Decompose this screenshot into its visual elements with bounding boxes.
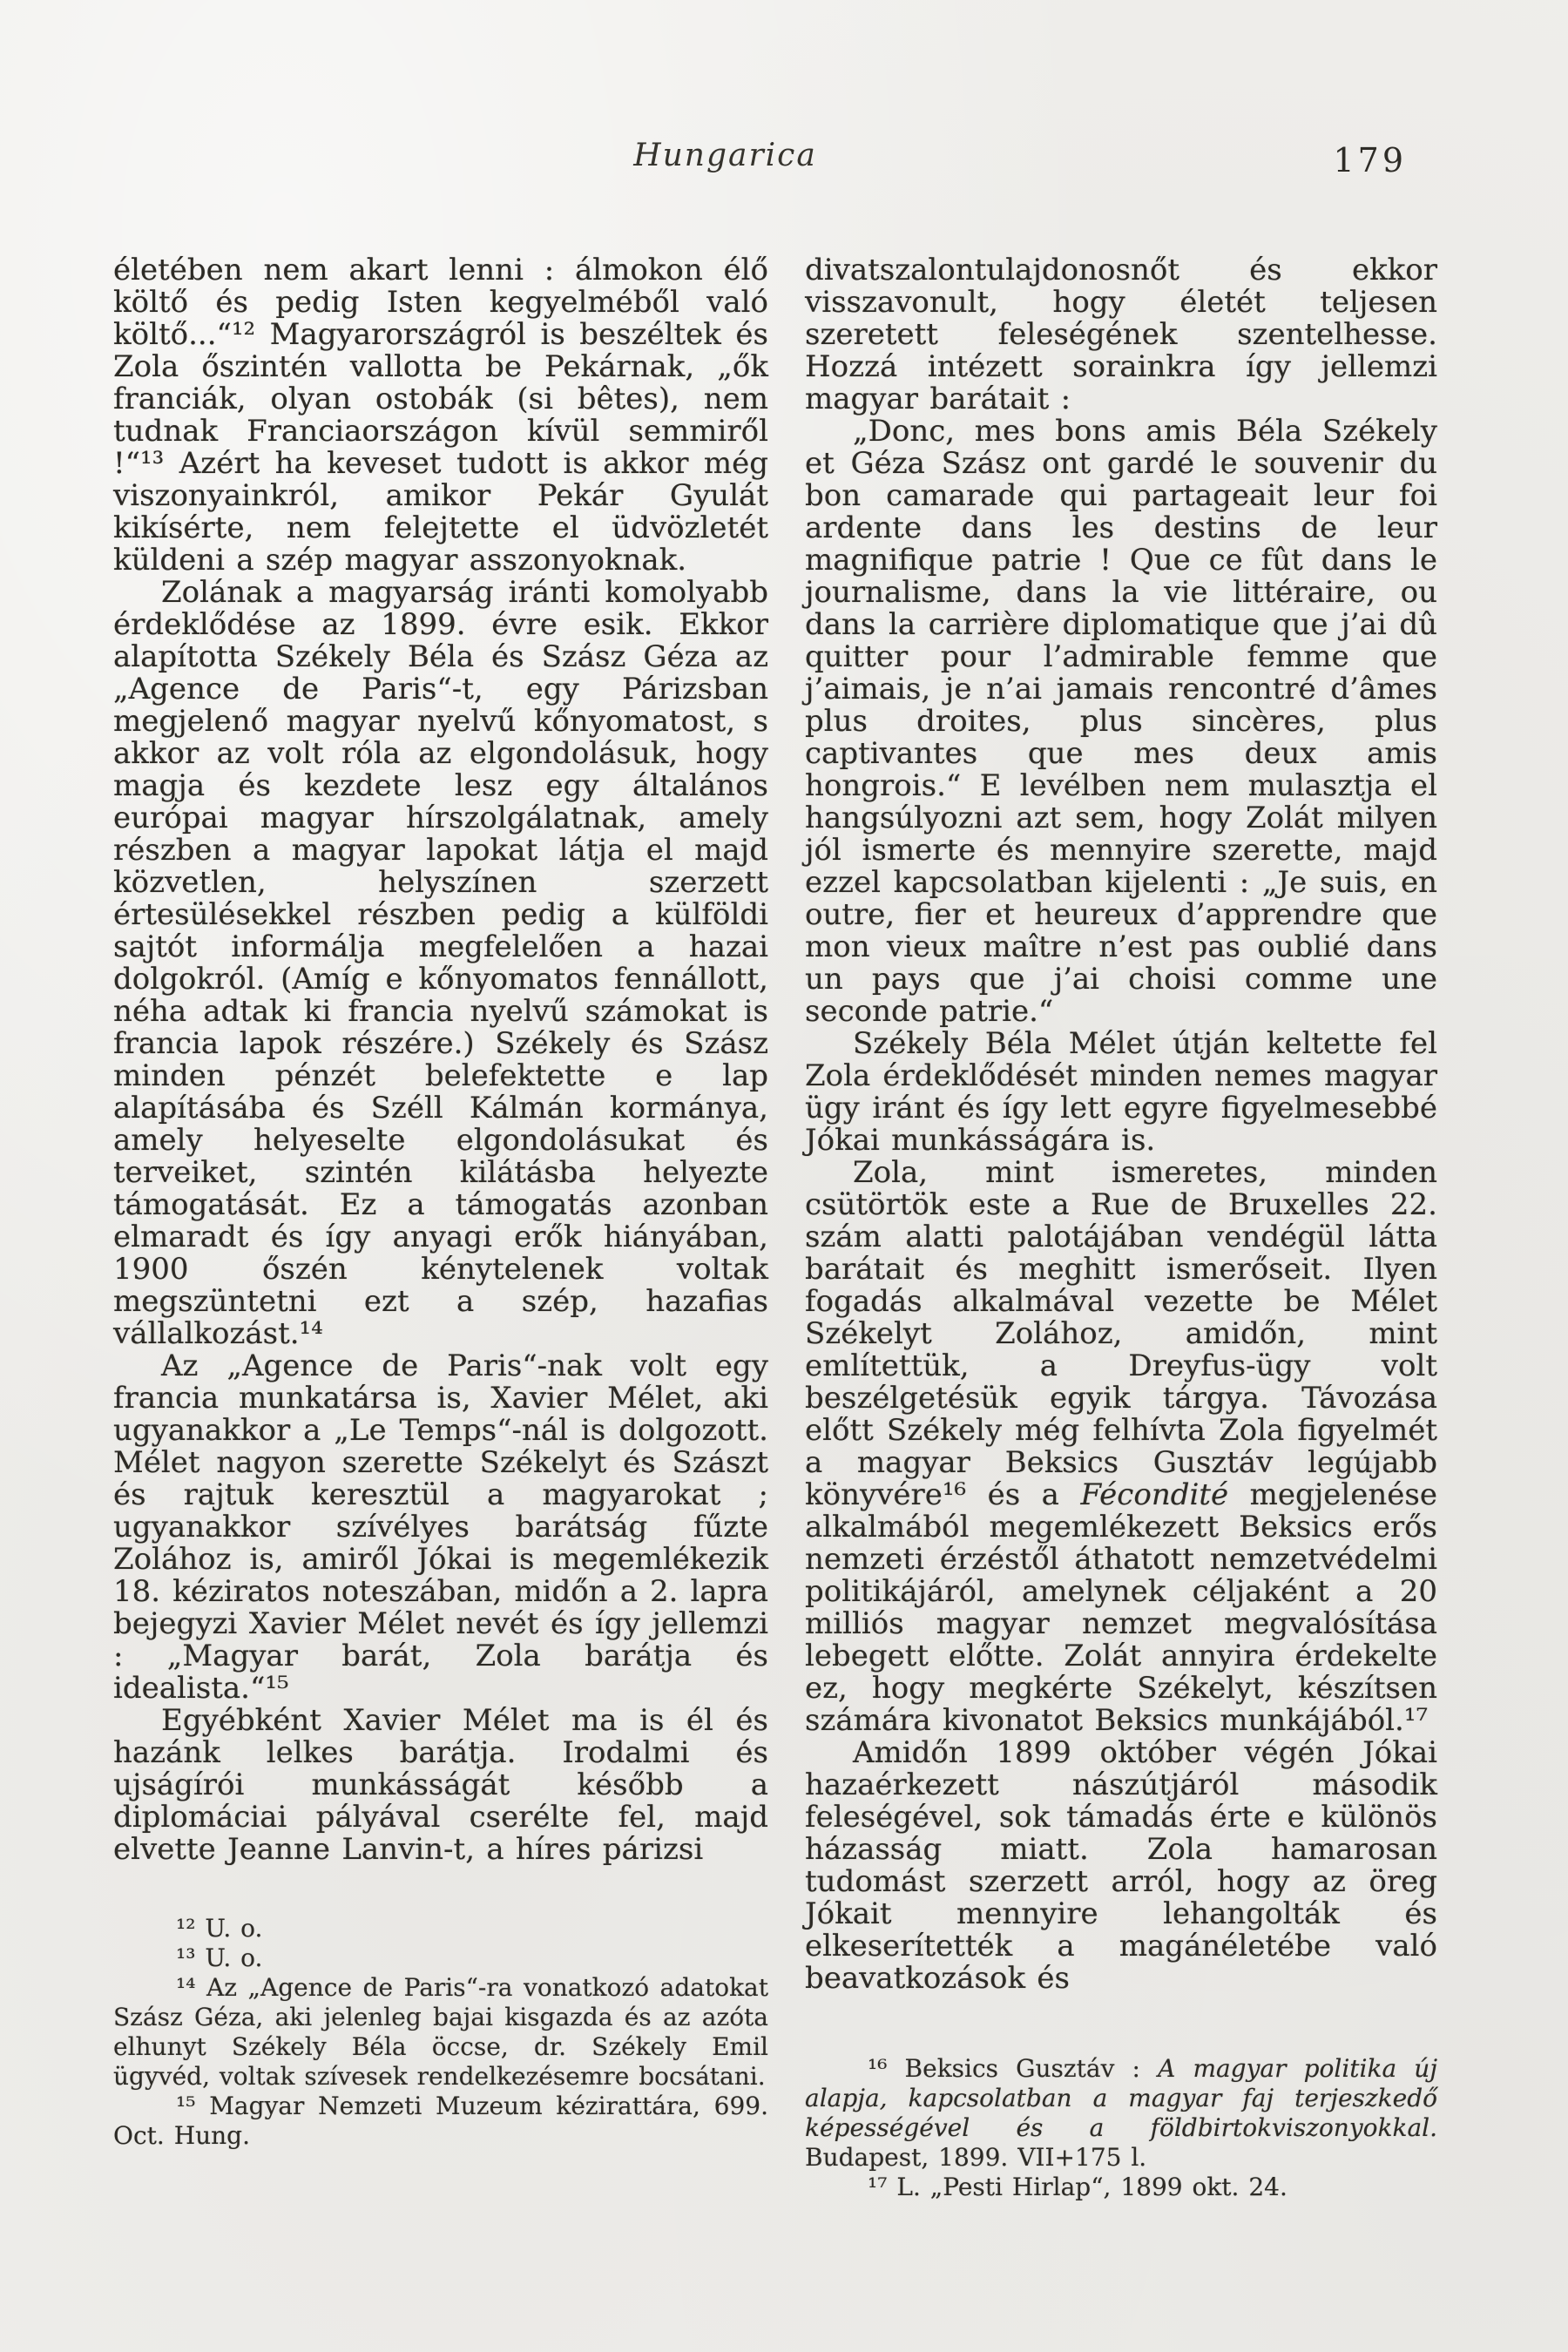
paragraph — [113, 577, 768, 1350]
text-run: Zola, mint ismeretes, minden csütörtök este a Rue de Bruxelles 22. szám alatti palotájában vendégül látta barátait és meghitt ismerőseit. Ilyen fogadás alkalmával vezette be Mélet Székelyt Zolához, amidőn, mint említettük, a Dreyfus-ügy volt beszélgetésük egyik tárgya. Távozása előtt Székely még felhívta Zola figyelmét a magyar Beksics Gusztáv legújabb könyvére¹⁶ és a — [805, 1155, 1437, 1512]
right-column-footnotes — [805, 2054, 1437, 2202]
text-run: megjelenése alkalmából megemlékezett Beksics erős nemzeti érzéstől áthatott nemzetvédelmi politikájáról, amelynek céljaként a 20 milliós magyar nemzet megvalósítása lebegett előtte. Zolát annyira érdekelte ez, hogy megkérte Székelyt, készítsen számára kivonatot Beksics munkájából.¹⁷ — [805, 1477, 1437, 1738]
footnote — [113, 1973, 768, 2092]
text-run: ¹⁴ Az „Agence de Paris“-ra vonatkozó adatokat Szász Géza, aki jelenleg bajai kisgazda és az azóta elhunyt Székely Béla öccse, dr. Székely Emil ügyvéd, voltak szívesek rendelkezésemre bocsátani. — [113, 1973, 768, 2091]
text-run: ¹⁶ Beksics Gusztáv : — [868, 2054, 1159, 2083]
footnote — [113, 2092, 768, 2151]
text-columns — [113, 254, 1437, 2202]
text-run: divatszalontulajdonosnőt és ekkor visszavonult, hogy életét teljesen szeretett feleségének szentelhesse. Hozzá intézett sorainkra így jellemzi magyar barátait : — [805, 253, 1437, 416]
italic-text-run: Fécondité — [1080, 1477, 1229, 1512]
text-run: Zolának a magyarság iránti komolyabb érdeklődése az 1899. évre esik. Ekkor alapította Székely Béla és Szász Géza az „Agence de Paris“-t, egy Párizsban megjelenő magyar nyelvű kőnyomatost, s akkor az volt róla az elgondolásuk, hogy magja és kezdete lesz egy általános európai magyar hírszolgálatnak, amely részben a magyar lapokat látja el majd közvetlen, helyszínen szerzett értesülésekkel részben pedig a külföldi sajtót informálja megfelelően a hazai dolgokról. (Amíg e kőnyomatos fennállott, néha adtak ki francia nyelvű számokat is francia lapok részére.) Székely és Szász minden pénzét belefektette e lap alapításába és Széll Kálmán kormánya, amely helyeselte elgondolásukat és terveiket, szintén kilátásba helyezte támogatását. Ez a támogatás azonban elmaradt és így anyagi erők hiányában, 1900 őszén kénytelenek voltak megszüntetni ezt a szép, hazafias vállalkozást.¹⁴ — [113, 575, 768, 1351]
text-run: ¹⁵ Magyar Nemzeti Muzeum kézirattára, 699. Oct. Hung. — [113, 2092, 768, 2150]
running-title: Hungarica — [633, 138, 817, 173]
paragraph — [113, 1705, 768, 1866]
right-column — [805, 254, 1437, 2202]
paragraph — [113, 254, 768, 577]
page-number: 179 — [1333, 141, 1407, 179]
footnote — [805, 2173, 1437, 2202]
footnote — [113, 1943, 768, 1973]
text-run: Egyébként Xavier Mélet ma is él és hazánk lelkes barátja. Irodalmi és ujságírói munkásságát később a diplomáciai pályával cserélte fel, majd elvette Jeanne Lanvin-t, a híres párizsi — [113, 1703, 768, 1867]
footnote — [113, 1914, 768, 1943]
text-run: Az „Agence de Paris“-nak volt egy francia munkatársa is, Xavier Mélet, aki ugyanakkor a „Le Temps“-nál is dolgozott. Mélet nagyon szerette Székelyt és Szászt és rajtuk keresztül a magyarokat ; ugyanakkor szívélyes barátság fűzte Zolához is, amiről Jókai is megemlékezik 18. kéziratos noteszában, midőn a 2. lapra bejegyzi Xavier Mélet nevét és így jellemzi : „Magyar barát, Zola barátja és idealista.“¹⁵ — [113, 1348, 768, 1706]
page-header — [113, 138, 1450, 199]
text-run: ¹³ U. o. — [176, 1943, 263, 1972]
paragraph — [805, 1157, 1437, 1737]
left-column — [113, 254, 768, 2151]
left-column-footnotes — [113, 1914, 768, 2151]
text-run: életében nem akart lenni : álmokon élő költő és pedig Isten kegyelméből való költő...“¹² Magyarországról is beszéltek és Zola őszintén vallotta be Pekárnak, „ők franciák, olyan ostobák (si bêtes), nem tudnak Franciaországon kívül semmiről !“¹³ Azért ha keveset tudott is akkor még viszonyainkról, amikor Pekár Gyulát kikísérte, nem felejtette el üdvözletét küldeni a szép magyar asszonyoknak. — [113, 253, 768, 578]
text-run: ¹⁷ L. „Pesti Hirlap“, 1899 okt. 24. — [868, 2173, 1288, 2201]
footnote — [805, 2054, 1437, 2173]
text-run: Amidőn 1899 október végén Jókai hazaérkezett nászútjáról második feleségével, sok támadás érte e különös házasság miatt. Zola hamarosan tudomást szerzett arról, hogy az öreg Jókait mennyire lehangolták és elkeserítették a magánéletébe való beavatkozások és — [805, 1735, 1437, 1996]
text-run: Székely Béla Mélet útján keltette fel Zola érdeklődését minden nemes magyar ügy iránt és így lett egyre figyelmesebbé Jókai munkásságára is. — [805, 1026, 1437, 1158]
paragraph — [805, 1028, 1437, 1157]
right-column-text — [805, 254, 1437, 1995]
italic-text-run: A magyar politika új alapja, kapcsolatban a magyar faj terjeszkedő képességével és a földbirtokviszonyokkal. — [805, 2054, 1437, 2142]
paragraph — [805, 1737, 1437, 1995]
text-run: ¹² U. o. — [176, 1914, 263, 1943]
text-run: „Donc, mes bons amis Béla Székely et Géza Szász ont gardé le souvenir du bon camarade qui partageait leur foi ardente dans les destins de leur magnifique patrie ! Que ce fût dans le journalisme, dans la vie littéraire, ou dans la carrière diplomatique que j’ai dû quitter pour l’admirable femme que j’aimais, je n’ai jamais rencontré d’âmes plus droites, plus sincères, plus captivantes que mes deux amis hongrois.“ E levélben nem mulasztja el hangsúlyozni azt sem, hogy Zolát milyen jól ismerte és mennyire szerette, majd ezzel kapcsolatban kijelenti : „Je suis, en outre, fier et heureux d’apprendre que mon vieux maître n’est pas oublié dans un pays que j’ai choisi comme une seconde patrie.“ — [805, 414, 1437, 1029]
paragraph — [113, 1350, 768, 1705]
left-column-text — [113, 254, 768, 1866]
paragraph — [805, 254, 1437, 416]
paragraph — [805, 416, 1437, 1028]
text-run: Budapest, 1899. VII+175 l. — [805, 2143, 1147, 2172]
